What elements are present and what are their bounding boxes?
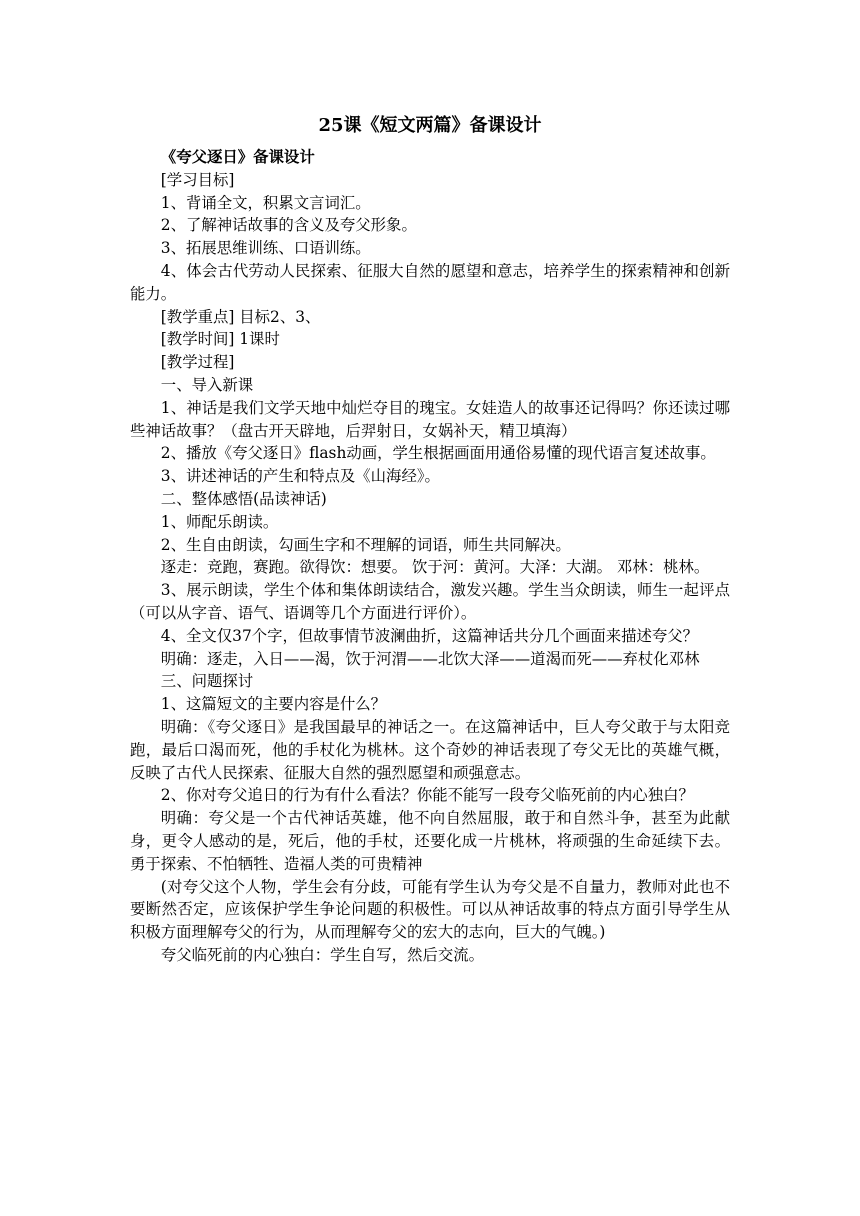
paragraph: 一、导入新课 xyxy=(160,375,254,394)
document-body xyxy=(130,169,730,967)
paragraph: 2、了解神话故事的含义及夸父形象。 xyxy=(160,216,417,235)
paragraph: 1、神话是我们文学天地中灿烂夺目的瑰宝。女娃造人的故事还记得吗？你还读过哪些神话故事？（盘古开天辟地，后羿射日，女娲补天，精卫填海） xyxy=(130,398,730,440)
paragraph: 3、拓展思维训练、口语训练。 xyxy=(160,239,371,258)
paragraph: 明确：夸父是一个古代神话英雄，他不向自然屈服，敢于和自然斗争，甚至为此献身，更令人感动的是，死后，他的手杖，还要化成一片桃林，将顽强的生命延续下去。勇于探索、不怕牺牲、造福人类的可贵精神 xyxy=(130,809,730,873)
paragraph: 3、展示朗读，学生个体和集体朗读结合，激发兴趣。学生当众朗读，师生一起评点（可以从字音、语气、语调等几个方面进行评价）。 xyxy=(130,581,730,622)
paragraph: (对夸父这个人物，学生会有分歧，可能有学生认为夸父是不自量力，教师对此也不要断然否定，应该保护学生争论问题的积极性。可以从神话故事的特点方面引导学生从积极方面理解夸父的行为，从而理解夸父的宏大的志向，巨大的气魄。) xyxy=(130,877,730,942)
paragraph: 2、生自由朗读，勾画生字和不理解的词语，师生共同解决。 xyxy=(160,535,571,554)
document-title: 25课《短文两篇》备课设计 xyxy=(318,115,542,136)
document-page xyxy=(130,112,730,967)
paragraph: 4、体会古代劳动人民探索、征服大自然的愿望和意志，培养学生的探索精神和创新能力。 xyxy=(130,261,730,303)
paragraph: 1、这篇短文的主要内容是什么？ xyxy=(160,695,387,714)
paragraph: 2、播放《夸父逐日》flash动画，学生根据画面用通俗易懂的现代语言复述故事。 xyxy=(160,444,716,463)
paragraph: [教学重点] 目标2、3、 xyxy=(160,307,321,326)
section-subtitle: 《夸父逐日》备课设计 xyxy=(160,148,315,166)
paragraph: [教学过程] xyxy=(160,353,235,372)
paragraph: 二、整体感悟(品读神话) xyxy=(160,489,327,508)
paragraph: 3、讲述神话的产生和特点及《山海经》。 xyxy=(160,467,440,486)
paragraph: 明确：《夸父逐日》是我国最早的神话之一。在这篇神话中，巨人夸父敢于与太阳竞跑，最后口渴而死，他的手杖化为桃林。这个奇妙的神话表现了夸父无比的英雄气概，反映了古代人民探索、征服大自然的强烈愿望和顽强意志。 xyxy=(130,717,730,782)
paragraph: 明确：逐走，入日——渴，饮于河渭——北饮大泽——道渴而死——弃杖化邓林 xyxy=(160,649,700,668)
paragraph: 1、背诵全文，积累文言词汇。 xyxy=(160,193,371,212)
paragraph: 夸父临死前的内心独白：学生自写，然后交流。 xyxy=(160,945,485,964)
paragraph: 2、你对夸父追日的行为有什么看法？你能不能写一段夸父临死前的内心独白？ xyxy=(160,786,694,805)
paragraph: [教学时间] 1课时 xyxy=(160,330,280,349)
paragraph: 1、师配乐朗读。 xyxy=(160,512,279,531)
paragraph: [学习目标] xyxy=(160,170,235,189)
paragraph: 4、全文仅37个字，但故事情节波澜曲折，这篇神话共分几个画面来描述夸父？ xyxy=(160,626,699,645)
paragraph: 三、问题探讨 xyxy=(160,672,254,691)
paragraph: 逐走：竞跑，赛跑。欲得饮：想要。 饮于河：黄河。大泽：大湖。 邓林：桃林。 xyxy=(160,558,710,577)
